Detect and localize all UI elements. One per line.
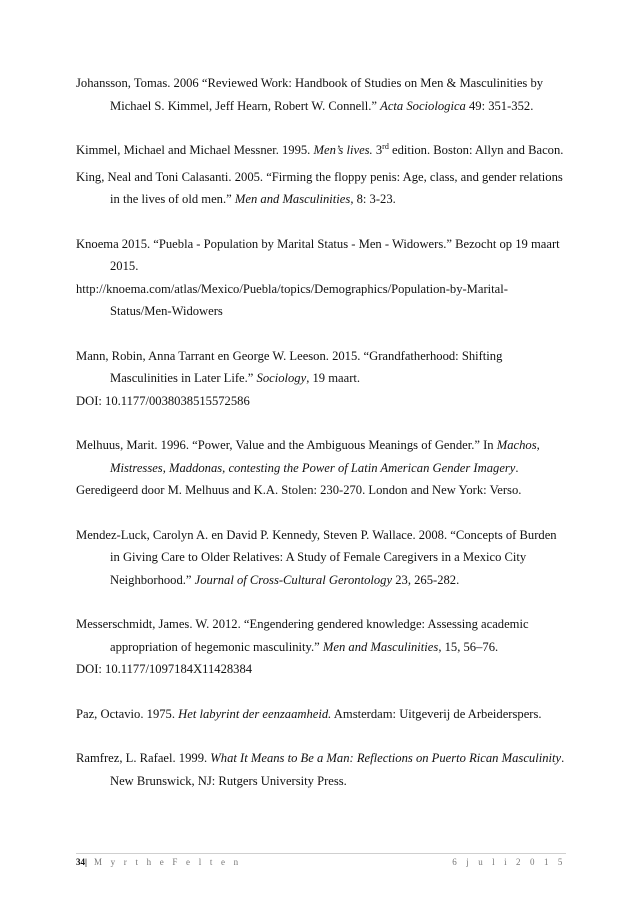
reference-spacer: [76, 117, 566, 139]
reference-entry: [76, 613, 566, 681]
reference-text: [76, 139, 566, 162]
reference-segment: Amsterdam: Uitgeverij de Arbeiderspers.: [331, 706, 542, 721]
reference-entry: [76, 166, 566, 211]
reference-entry: [76, 747, 566, 792]
reference-segment: Knoema 2015. “Puebla - Population by Marital Status - Men - Widowers.” Bezocht op 19 maart 2015.: [76, 236, 560, 273]
reference-italic-title: Men’s lives.: [313, 143, 373, 157]
reference-segment: . New Brunswick, NJ: Rutgers University Press.: [110, 751, 565, 788]
reference-segment: King, Neal and Toni Calasanti. 2005. “Firming the floppy penis: Age, class, and gender relations in the lives of old men.”: [76, 169, 563, 206]
reference-segment: Johansson, Tomas. 2006 “Reviewed Work: Handbook of Studies on Men & Masculinities by Michael S. Kimmel, Jeff Hearn, Robert W. Connell.”: [76, 76, 544, 113]
reference-spacer: [76, 681, 566, 703]
reference-text: [76, 747, 566, 792]
reference-text: [76, 345, 566, 413]
reference-italic-title: Men and Masculinities: [234, 192, 351, 206]
reference-entry: [76, 233, 566, 323]
reference-spacer: [76, 412, 566, 434]
reference-italic-title: Journal of Cross-Cultural Gerontology: [194, 572, 393, 587]
reference-segment: , 8: 3-23.: [350, 192, 396, 206]
reference-segment: Messerschmidt, James. W. 2012. “Engendering gendered knowledge: Assessing academic appropriation of hegemonic masculinity.”: [76, 617, 529, 654]
reference-segment: Paz, Octavio. 1975.: [76, 706, 179, 721]
reference-segment: 23, 265-282.: [392, 572, 460, 587]
reference-entry: [76, 72, 566, 117]
reference-continuation: Geredigeerd door M. Melhuus and K.A. Stolen: 230-270. London and New York: Verso.: [76, 483, 522, 497]
reference-italic-title: Sociology: [256, 371, 307, 385]
reference-text: [76, 524, 566, 592]
reference-segment: Melhuus, Marit. 1996. “Power, Value and the Ambiguous Meanings of Gender.” In: [76, 438, 497, 452]
reference-italic-title: Machos, Mistresses, Maddonas, contesting the Power of Latin American Gender Imagery: [110, 438, 540, 475]
reference-continuation: DOI: 10.1177/0038038515572586: [76, 393, 250, 408]
reference-list: [76, 72, 566, 792]
reference-segment: 49: 351-352.: [465, 98, 534, 113]
reference-segment: , 15, 56–76.: [438, 639, 499, 654]
footer-date: 6 j u l i 2 0 1 5: [452, 857, 566, 867]
reference-entry: [76, 703, 566, 726]
footer-page-number: 34|: [76, 857, 87, 867]
reference-spacer: [76, 502, 566, 524]
page-footer: [76, 853, 566, 867]
reference-entry: [76, 434, 566, 502]
reference-continuation: DOI: 10.1177/1097184X11428384: [76, 662, 253, 676]
reference-segment: 3: [372, 143, 383, 157]
reference-segment: .: [515, 460, 519, 475]
reference-entry: [76, 524, 566, 592]
reference-spacer: [76, 323, 566, 345]
reference-segment: , 19 maart.: [306, 371, 361, 385]
reference-segment: Ramfrez, L. Rafael. 1999.: [76, 751, 211, 765]
reference-italic-title: What It Means to Be a Man: Reflections on Puerto Rican Masculinity: [210, 751, 562, 765]
reference-text: [76, 613, 566, 681]
reference-superscript: rd: [382, 141, 389, 151]
footer-author: M y r t h e F e l t e n: [94, 857, 242, 867]
reference-entry: [76, 139, 566, 162]
reference-continuation: http://knoema.com/atlas/Mexico/Puebla/topics/Demographics/Population-by-Marital-Status/Men-Widowers: [76, 281, 508, 318]
reference-segment: edition. Boston: Allyn and Bacon.: [388, 143, 564, 157]
reference-italic-title: Het labyrint der eenzaamheid.: [178, 706, 332, 721]
reference-italic-title: Acta Sociologica: [380, 98, 466, 113]
reference-italic-title: Men and Masculinities: [322, 639, 439, 654]
reference-spacer: [76, 591, 566, 613]
reference-spacer: [76, 211, 566, 233]
reference-text: [76, 233, 566, 323]
reference-entry: [76, 345, 566, 413]
reference-segment: Mendez-Luck, Carolyn A. en David P. Kennedy, Steven P. Wallace. 2008. “Concepts of Burden in Giving Care to Older Relatives: A Study of Female Caregivers in a Mexico City Neighborhood.”: [76, 527, 557, 587]
reference-segment: Kimmel, Michael and Michael Messner. 1995.: [76, 143, 314, 157]
reference-text: [76, 166, 566, 211]
reference-text: [76, 434, 566, 502]
reference-text: [76, 703, 566, 726]
reference-spacer: [76, 725, 566, 747]
reference-text: [76, 72, 566, 117]
reference-segment: Mann, Robin, Anna Tarrant en George W. Leeson. 2015. “Grandfatherhood: Shifting Masculinities in Later Life.”: [76, 348, 503, 385]
